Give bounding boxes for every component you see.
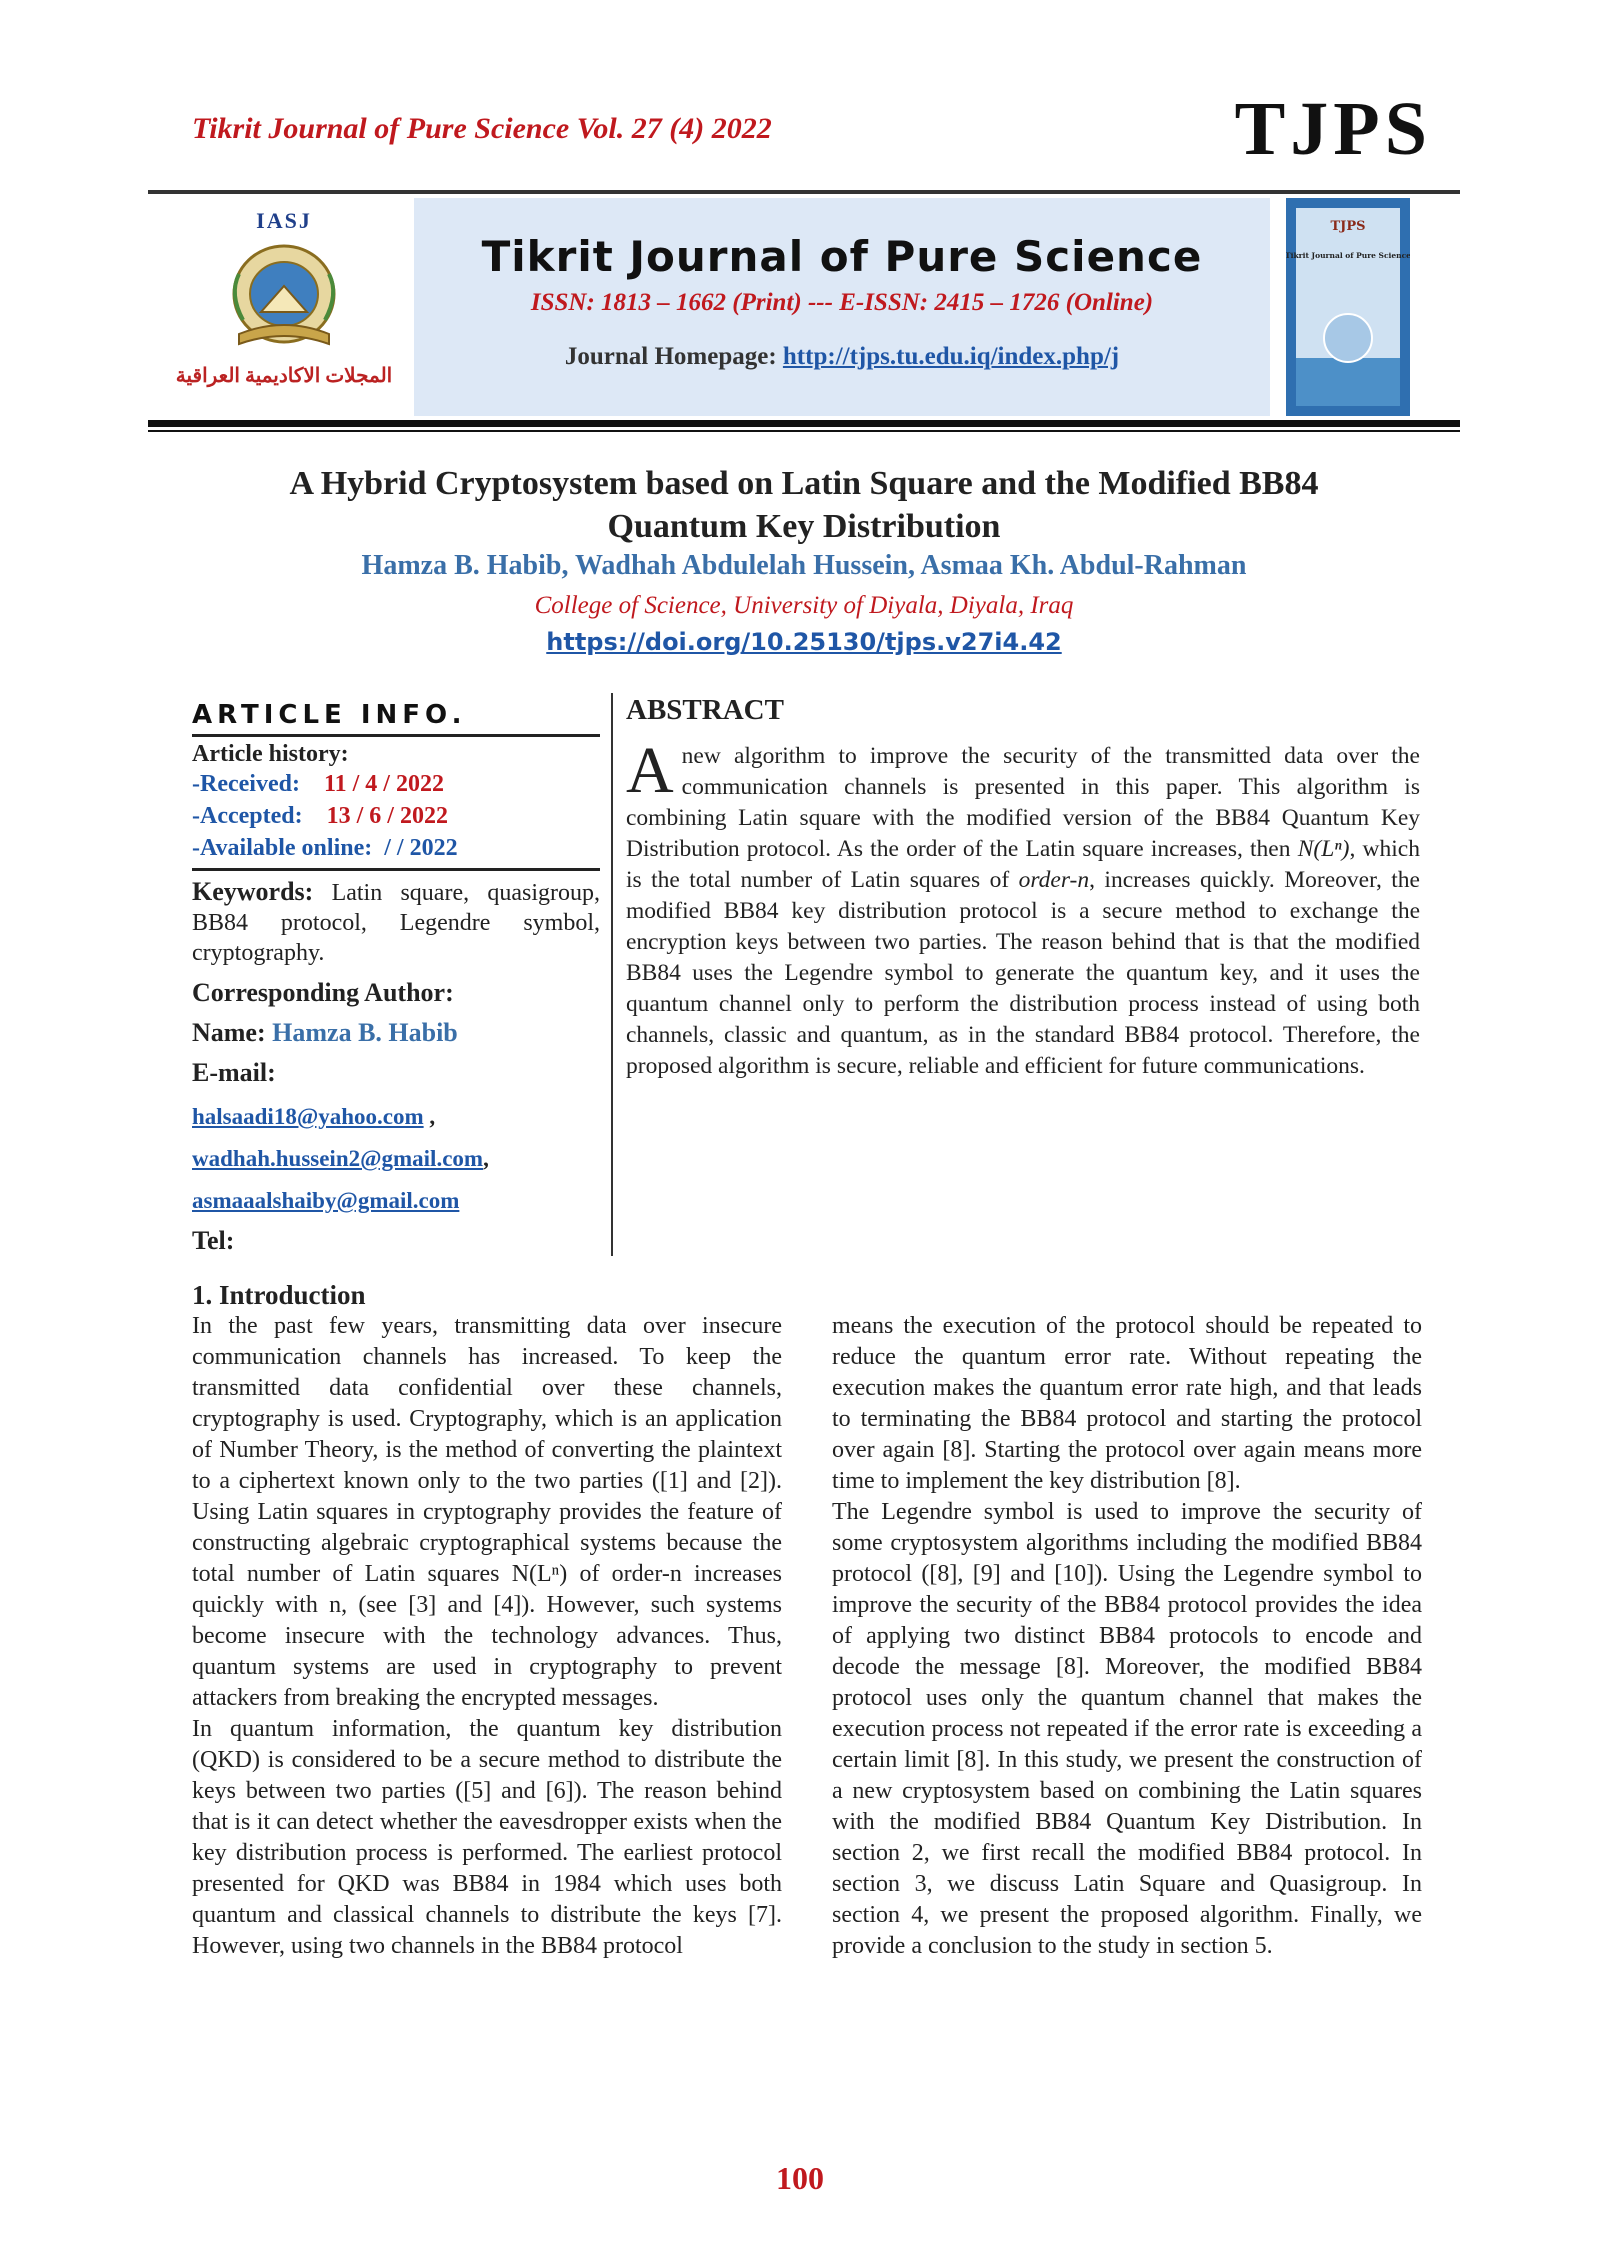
accepted-label: -Accepted: [192,803,303,829]
intro-column-right [832,1311,1422,1962]
author-name: Hamza B. Habib [272,1018,458,1047]
intro-paragraph: In quantum information, the quantum key distribution (QKD) is considered to be a secure method to distribute the keys between two parties ([5] and [6]). The reason behind that is it can detect whether the eavesdropper exists when the key distribution process is performed. The earliest protocol presented for QKD was BB84 in 1984 which uses both quantum and classical channels to distribute the keys [7]. However, using two channels in the BB84 protocol [192,1716,782,1959]
intro-paragraph: The Legendre symbol is used to improve the security of some cryptosystem algorithms including the modified BB84 protocol ([8], [9] and [10]). Using the Legendre symbol to improve the security of the BB84 protocol provides the idea of applying two distinct BB84 protocols to encode and decode the message [8]. Moreover, the modified BB84 protocol uses only the quantum channel that makes the execution process not repeated if the error rate is exceeding a certain limit [8]. In this study, we present the construction of a new cryptosystem based on combining the Latin squares with the modified BB84 Quantum Key Distribution. In section 2, we first recall the modified BB84 protocol. In section 3, we discuss Latin Square and Quasigroup. In section 4, we present the proposed algorithm. Finally, we provide a conclusion to the study in section 5. [832,1499,1422,1959]
header-rule [148,190,1460,194]
email-link-3[interactable]: asmaaalshaiby@gmail.com [192,1188,460,1213]
journal-banner [414,198,1270,416]
iasj-arabic-text: المجلات الاكاديمية العراقية [175,365,393,387]
homepage-label: Journal Homepage: [564,343,783,370]
received-row [192,768,600,800]
abstract-heading: ABSTRACT [626,694,784,726]
iasj-logo [160,208,408,408]
email-label: E-mail: [192,1058,276,1087]
doi-link[interactable]: https://doi.org/10.25130/tjps.v27i4.42 [546,628,1062,656]
banner-title: Tikrit Journal of Pure Science [481,232,1203,281]
tel-label: Tel: [192,1226,235,1255]
banner-rule-thick [148,420,1460,427]
keywords [192,877,600,968]
abstract-body [626,734,1420,1082]
online-row [192,832,600,864]
intro-column-left [192,1311,782,1962]
journal-cover-image [1286,198,1410,416]
banner-homepage [414,343,1270,371]
intro-heading: 1. Introduction [192,1280,366,1310]
accepted-row [192,800,600,832]
intro-paragraph: means the execution of the protocol should be repeated to reduce the quantum error rate. Without repeating the execution makes the quantum error rate high, and that leads to terminating the BB84 protocol and starting the protocol over again [8]. Starting the protocol over again means more time to implement the key distribution [8]. [832,1313,1422,1494]
keywords-label: Keywords: [192,877,314,906]
email-link-2[interactable]: wadhah.hussein2@gmail.com [192,1146,484,1171]
homepage-link[interactable]: http://tjps.tu.edu.iq/index.php/j [782,343,1120,370]
name-label: Name: [192,1018,273,1047]
banner-rule-thin [148,430,1460,432]
tjps-wordmark: TJPS [1234,87,1432,171]
email-link-1[interactable]: halsaadi18@yahoo.com [192,1104,424,1129]
column-divider [611,693,613,1256]
page-number: 100 [776,2160,824,2196]
received-date: 11 / 4 / 2022 [323,771,444,797]
history-label: Article history: [192,741,349,767]
email-row-2: wadhah.hussein2@gmail.com, [192,1146,489,1171]
paper-title [148,462,1460,548]
abstract-text-1: new algorithm to improve the security of the transmitted data over the communication channels is presented in this paper. This algorithm is combining Latin square with the modified version of the BB84 Quantum Key Distribution protocol. As the order of the Latin square increases, then [626,743,1420,862]
iasj-logo-text: IASJ [256,208,312,233]
abstract-order-n: order-n [1018,867,1090,893]
abstract-text-3: , increases quickly. Moreover, the modified BB84 key distribution protocol is a secure method to exchange the encryption keys between two parties. The reason behind that is that the modified BB84 uses the Legendre symbol to generate the quantum key, and it uses the quantum channel only to perform the distribution process instead of using both channels, classic and quantum, as in the standard BB84 protocol. Therefore, the proposed algorithm is secure, reliable and efficient for future communications. [626,867,1420,1079]
banner-issn: ISSN: 1813 – 1662 (Print) --- E-ISSN: 2415 – 1726 (Online) [530,289,1154,316]
journal-cover-thumbnail [1286,198,1410,416]
abstract-formula: N(Lⁿ) [1297,836,1350,862]
author-name-row [192,1018,600,1048]
article-info-panel [192,700,600,1256]
intro-paragraph: In the past few years, transmitting data over insecure communication channels has increased. To keep the transmitted data confidential over these channels, cryptography is used. Cryptography, which is an application of Number Theory, is the method of converting the plaintext to a ciphertext known only to the two parties ([1] and [2]). Using Latin squares in cryptography provides the feature of constructing algebraic cryptographical systems because the total number of Latin squares N(Lⁿ) of order-n increases quickly with n, (see [3] and [4]). However, such systems become insecure with the technology advances. Thus, quantum systems are used in cryptography to prevent attackers from breaking the encrypted messages. [192,1313,782,1711]
received-label: -Received: [192,771,300,797]
online-date: / / 2022 [384,835,458,861]
keywords-text: Latin square, quasigroup, BB84 protocol, Legendre symbol, cryptography. [192,880,601,966]
email-row-3 [192,1188,600,1214]
iasj-emblem-icon [209,234,359,354]
article-info-heading: ARTICLE INFO. [192,700,600,737]
cover-tjps-text: TJPS [1330,219,1366,234]
accepted-date: 13 / 6 / 2022 [326,803,448,829]
abstract-text-2: , which is the total number of Latin squares of [626,836,1420,893]
abstract-dropcap: A [626,734,674,807]
paper-title-line1: A Hybrid Cryptosystem based on Latin Square and the Modified BB84 [289,465,1319,502]
paper-authors: Hamza B. Habib, Wadhah Abdulelah Hussein, Asmaa Kh. Abdul-Rahman [361,550,1247,581]
online-label: -Available online: [192,835,373,861]
paper-title-line2: Quantum Key Distribution [607,508,1001,545]
paper-affiliation: College of Science, University of Diyala, Diyala, Iraq [534,592,1074,619]
journal-running-head: Tikrit Journal of Pure Science Vol. 27 (4) 2022 [192,112,772,145]
cover-title-text: Tikrit Journal of Pure Science [1286,251,1410,260]
abstract-section [626,694,1420,1082]
corresponding-author-label: Corresponding Author: [192,978,454,1007]
email-row-1: halsaadi18@yahoo.com , [192,1104,436,1129]
article-history [192,737,600,871]
